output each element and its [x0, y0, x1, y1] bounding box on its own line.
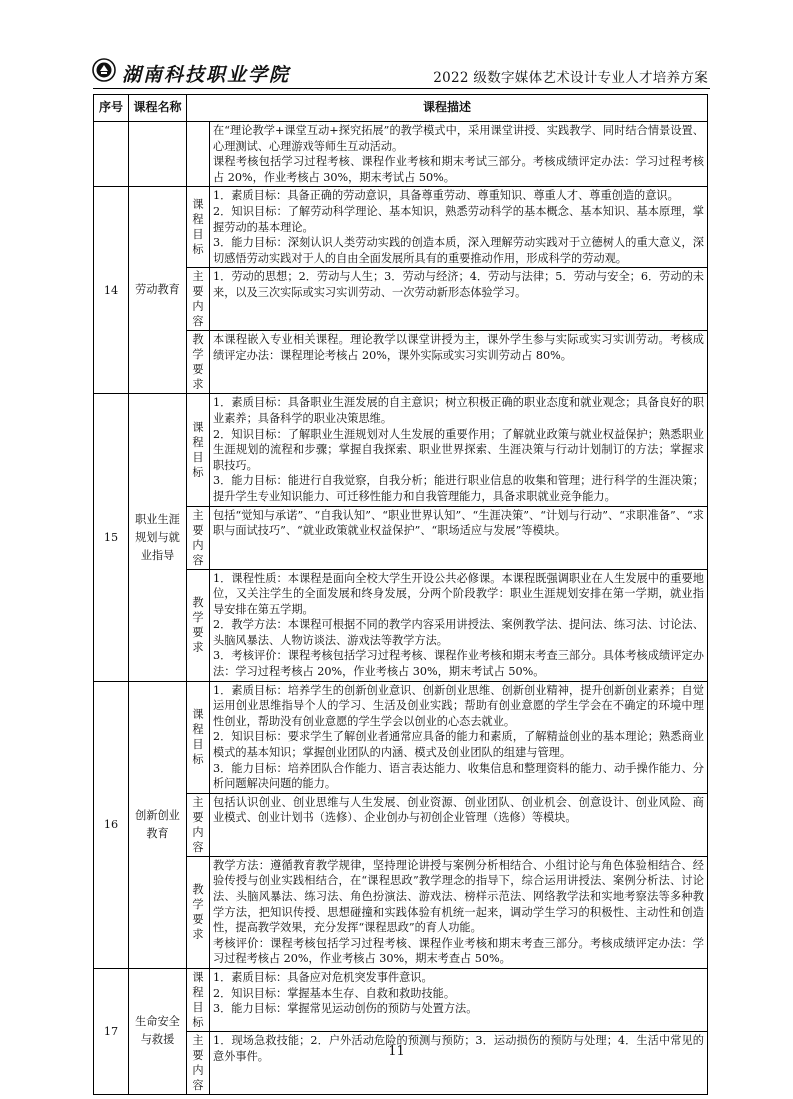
table-header-row: [94, 95, 708, 122]
table-row: [94, 187, 708, 268]
table-row: [94, 1031, 708, 1094]
table-row-continued: [94, 122, 708, 187]
description-line: 课程考核包括学习过程考核、课程作业考核和期末考试三部分。考核成绩评定办法：学习过程考核占 20%，作业考核占 30%，期末考试占 50%。: [213, 155, 704, 184]
description-line: 1．素质目标：具备正确的劳动意识，具备尊重劳动、尊重知识、尊重人才、尊重创造的意识。: [213, 189, 679, 203]
description-line: 3．能力目标：培养团队合作能力、语言表达能力、收集信息和整理资料的能力、动手操作能力、分析问题解决问题的能力。: [213, 761, 704, 791]
cell-description: [210, 681, 708, 793]
cell-description: [210, 793, 708, 856]
description-line: 考核评价：课程考核包括学习过程考核、课程作业考核和期末考查三部分。考核成绩评定办法：学习过程考核占 20%，作业考核占 30%，期末考查占 50%。: [213, 936, 704, 966]
description-line: 2．知识目标：了解职业生涯规划对人生发展的重要作用；了解就业政策与就业权益保护；熟悉职业生涯规划的流程和步骤；掌握自我探索、职业世界探索、生涯决策与行动计划制订的方法；掌握求职技巧。: [213, 427, 704, 472]
cell-description: [210, 1031, 708, 1094]
cell-description: [210, 268, 708, 331]
section-label: 主要内容: [187, 1031, 210, 1094]
page-number: 11: [388, 1044, 405, 1059]
description-line: 2．知识目标：要求学生了解创业者通常应具备的能力和素质，了解精益创业的基本理论；熟悉商业模式的基本知识；掌握创业团队的内涵、模式及创业团队的组建与管理。: [213, 730, 704, 760]
section-label: 主要内容: [187, 793, 210, 856]
description-line: 本课程嵌入专业相关课程。理论教学以课堂讲授为主，课外学生参与实际或实习实训劳动。考核成绩评定办法：课程理论考核占 20%，课外实际或实习实训劳动占 80%。: [213, 333, 704, 362]
description-line: 3．考核评价：课程考核包括学习过程考核、课程作业考核和期末考查三部分。具体考核成绩评定办法：学习过程考核占 20%，作业考核占 30%，期末考试占 50%。: [213, 649, 704, 679]
cell-name-empty: [129, 122, 187, 187]
description-line: 1．素质目标：具备职业生涯发展的自主意识；树立积极正确的职业态度和就业观念；具备良好的职业素养；具备科学的职业决策思维。: [213, 396, 704, 425]
description-line: 包括认识创业、创业思维与人生发展、创业资源、创业团队、创业机会、创意设计、创业风险、商业模式、创业计划书（选修）、企业创办与初创企业管理（选修）等模块。: [213, 795, 704, 825]
section-label: 主要内容: [187, 268, 210, 331]
description-line: 1．素质目标：培养学生的创新创业意识、创新创业思维、创新创业精神，提升创新创业素养；自觉运用创业思维指导个人的学习、生活及创业实践；帮助有创业意愿的学生学会在不确定的环境中理性创业，帮助没有创业意愿的学生学会以创业的心态去就业。: [213, 683, 704, 728]
course-table: [93, 94, 708, 1095]
cell-description: [210, 968, 708, 1031]
description-line: 1．现场急救技能；2．户外活动危险的预测与预防；3．运动损伤的预防与处理；4．生活中常见的意外事件。: [213, 1033, 704, 1063]
description-line: 在“理论教学+课堂互动+探究拓展”的教学模式中，采用课堂讲授、实践教学、同时结合情景设置、心理测试、心理游戏等师生互动活动。: [213, 124, 704, 153]
section-label: 课程目标: [187, 968, 210, 1031]
table-row: [94, 331, 708, 394]
description-line: 包括“觉知与承诺”、“自我认知”、“职业世界认知”、“生涯决策”、“计划与行动”、“求职准备”、“求职与面试技巧”、“就业政策就业权益保护”、“职场适应与发展”等模块。: [213, 508, 704, 538]
cell-description: [210, 331, 708, 394]
section-label: 教学要求: [187, 331, 210, 394]
cell-description: [210, 187, 708, 268]
cell-sub-empty: [187, 122, 210, 187]
table-row: [94, 793, 708, 856]
table-row: [94, 394, 708, 506]
section-label: 教学要求: [187, 856, 210, 968]
header-course-description: 课程描述: [187, 95, 708, 122]
description-line: 2．知识目标：掌握基本生存、自救和救助技能。: [213, 986, 456, 1000]
description-line: 1．课程性质：本课程是面向全校大学生开设公共必修课。本课程既强调职业在人生发展中的重要地位，又关注学生的全面发展和终身发展，分两个阶段教学：职业生涯规划安排在第一学期，就业指导安排在第五学期。: [213, 571, 704, 616]
description-line: 3．能力目标：深刻认识人类劳动实践的创造本质，深入理解劳动实践对于立德树人的重大意义，深切感悟劳动实践对于人的自由全面发展所具有的重要推动作用，形成科学的劳动观。: [213, 236, 704, 265]
description-line: 3．能力目标：能进行自我觉察，自我分析；能进行职业信息的收集和管理；进行科学的生涯决策；提升学生专业知识能力、可迁移性能力和自我管理能力，具备求职就业竞争能力。: [213, 474, 704, 503]
description-line: 1．劳动的思想；2．劳动与人生；3．劳动与经济；4．劳动与法律；5．劳动与安全；6．劳动的未来，以及三次实际或实习实训劳动、一次劳动新形态体验学习。: [213, 270, 704, 299]
course-name: 生命安全与救援: [129, 968, 187, 1094]
table-row: [94, 506, 708, 569]
section-label: 主要内容: [187, 506, 210, 569]
description-line: 1．素质目标：具备应对危机突发事件意识。: [213, 970, 433, 984]
course-number: 16: [94, 681, 129, 968]
section-label: 课程目标: [187, 187, 210, 268]
description-line: 2．教学方法：本课程可根据不同的教学内容采用讲授法、案例教学法、提问法、练习法、讨论法、头脑风暴法、人物访谈法、游戏法等教学方法。: [213, 618, 704, 647]
school-name: 湖南科技职业学院: [122, 64, 291, 86]
cell-no-empty: [94, 122, 129, 187]
cell-description: [210, 506, 708, 569]
course-name: 劳动教育: [129, 187, 187, 394]
table-row: [94, 968, 708, 1031]
header-course-name: 课程名称: [129, 95, 187, 122]
cell-description: [210, 569, 708, 681]
section-label: 课程目标: [187, 681, 210, 793]
table-row: [94, 856, 708, 968]
cell-description: [210, 394, 708, 506]
section-label: 课程目标: [187, 394, 210, 506]
description-line: 教学方法：遵循教育教学规律，坚持理论讲授与案例分析相结合、小组讨论与角色体验相结合、经验传授与创业实践相结合，在“课程思政”教学理念的指导下，综合运用讲授法、案例分析法、讨论法、头脑风暴法、练习法、角色扮演法、游戏法、榜样示范法、网络教学法和实地考察法等多种教学方法，把知识传授、思想碰撞和实践体验有机统一起来，调动学生学习的积极性、主动性和创造性，提高教学效果，充分发挥“课程思政”的育人功能。: [213, 858, 704, 935]
school-logo-icon: [92, 58, 116, 82]
table-row: [94, 569, 708, 681]
header-rule: [93, 88, 710, 89]
document-title: 2022 级数字媒体艺术设计专业人才培养方案: [433, 70, 708, 86]
course-number: 15: [94, 394, 129, 681]
description-line: 3．能力目标：掌握常见运动创伤的预防与处置方法。: [213, 1002, 478, 1016]
course-number: 17: [94, 968, 129, 1094]
cell-description: [210, 856, 708, 968]
course-name: 职业生涯规划与就业指导: [129, 394, 187, 681]
header-no: 序号: [94, 95, 129, 122]
section-label: 教学要求: [187, 569, 210, 681]
table-row: [94, 681, 708, 793]
table-row: [94, 268, 708, 331]
course-name: 创新创业教育: [129, 681, 187, 968]
cell-description: [210, 122, 708, 187]
course-number: 14: [94, 187, 129, 394]
description-line: 2．知识目标：了解劳动科学理论、基本知识，熟悉劳动科学的基本概念、基本知识、基本原理，掌握劳动的基本理论。: [213, 204, 704, 234]
page-header: [92, 58, 710, 88]
